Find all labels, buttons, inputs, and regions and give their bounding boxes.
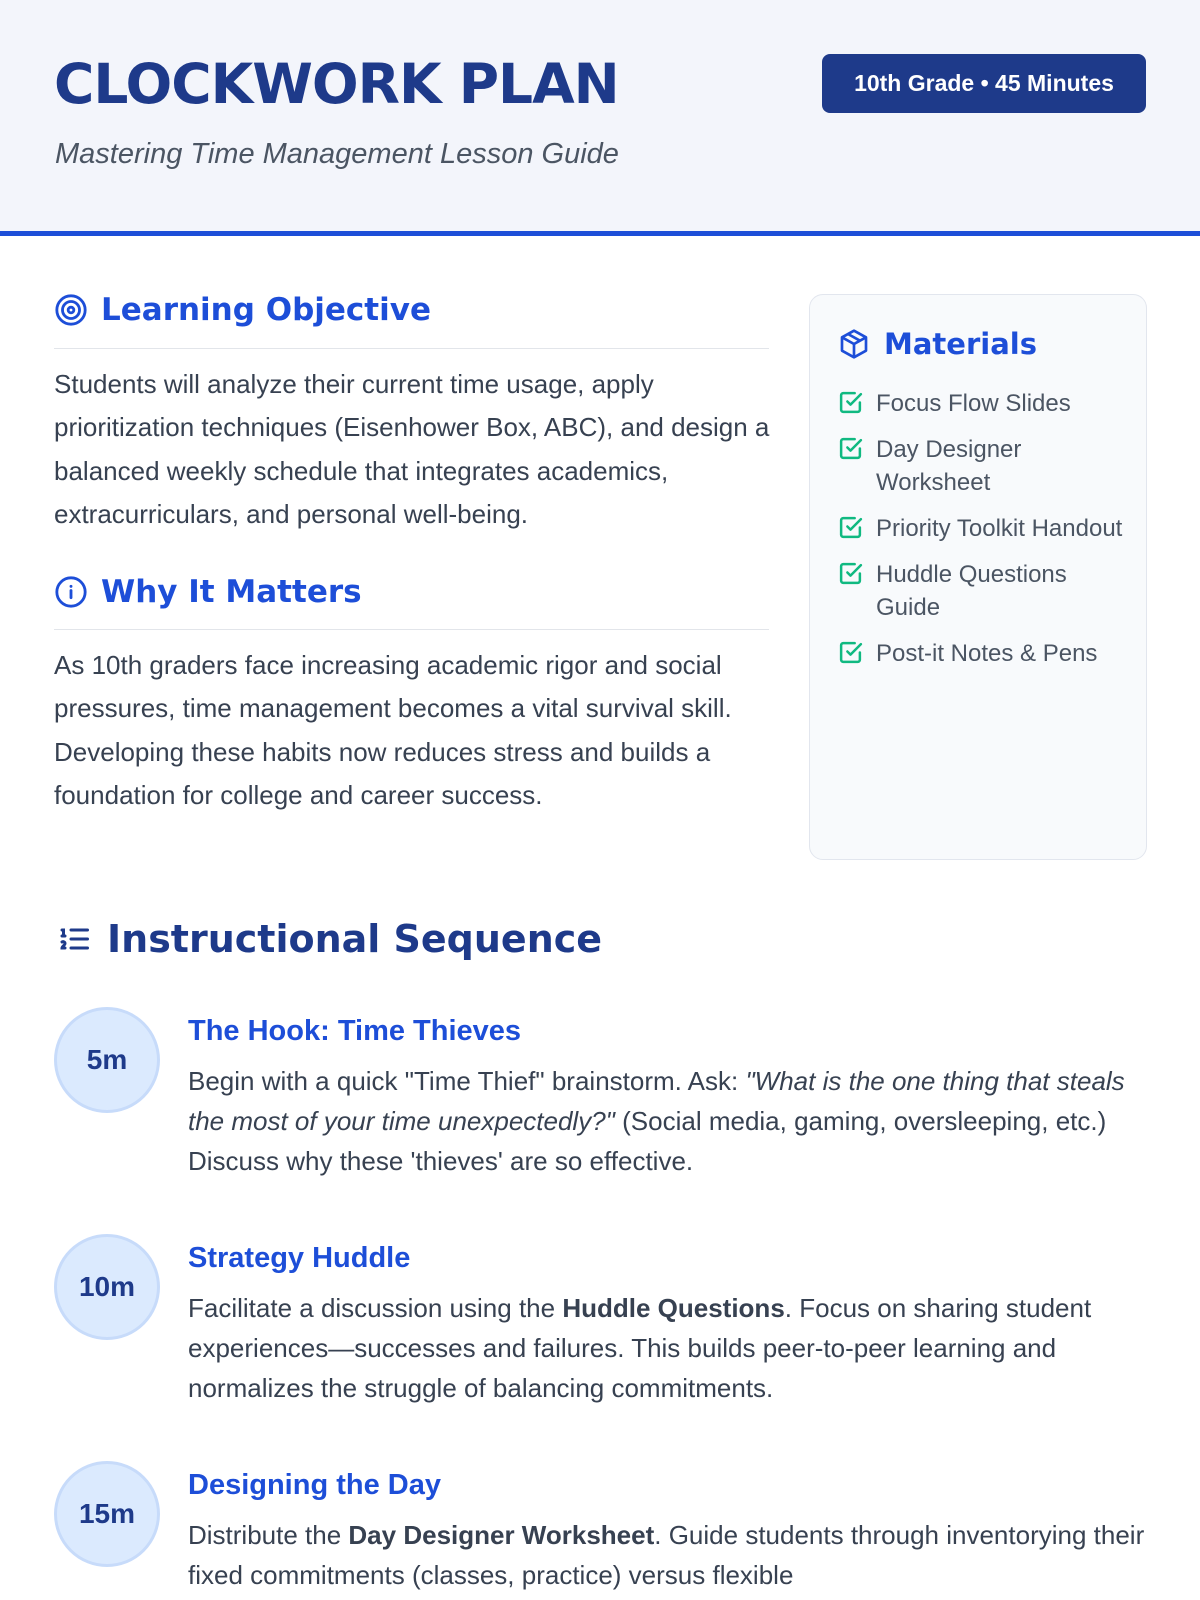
step-body-text: . Focus on sharing student experiences—successes and failures. This builds peer-to-peer learning and normalizes the struggle of balancing commitments. [188,1293,1092,1403]
ordered-list-icon [56,921,92,957]
info-circle-icon [54,575,88,609]
material-label: Day Designer Worksheet [876,436,1022,496]
step-body-text: (Social media, gaming, oversleeping, etc.) Discuss why these 'thieves' are so effective. [188,1106,1107,1176]
step-body-emphasis: Day Designer Worksheet [348,1520,655,1550]
material-label: Huddle Questions Guide [876,561,1067,621]
list-item [838,512,1128,545]
check-square-icon [838,561,863,586]
step-body [188,1061,1154,1181]
check-square-icon [838,515,863,540]
step-body-emphasis: "What is the one thing that steals the most of your time unexpectedly?" [188,1066,1125,1136]
materials-card [809,294,1147,860]
materials-heading-row [838,327,1037,361]
materials-heading: Materials [884,327,1037,361]
materials-list [838,387,1128,683]
step-body [188,1515,1154,1595]
target-icon [54,293,88,327]
material-label: Post-it Notes & Pens [876,640,1098,667]
grade-duration-badge: 10th Grade • 45 Minutes [822,54,1146,113]
page-title: CLOCKWORK PLAN [54,52,619,116]
box-icon [838,328,870,360]
list-item [838,433,1128,499]
material-label: Priority Toolkit Handout [876,515,1123,542]
sequence-heading-row [56,917,602,961]
step-body-text: Distribute the [188,1520,349,1550]
page-header [0,0,1200,236]
objective-heading: Learning Objective [101,292,431,328]
step-body-text: . Guide students through inventorying their fixed commitments (classes, practice) versus flexible [188,1520,1145,1590]
why-heading: Why It Matters [101,574,362,610]
why-heading-row [54,574,362,610]
sequence-heading: Instructional Sequence [107,917,603,961]
material-label: Focus Flow Slides [876,390,1071,417]
objective-divider [54,348,769,349]
step-title: The Hook: Time Thieves [188,1015,522,1047]
why-text: As 10th graders face increasing academic rigor and social pressures, time management becomes a vital survival skill. Developing these habits now reduces stress and builds a foundation for college and career success. [54,650,732,810]
step-body-emphasis: Huddle Questions [562,1293,785,1323]
objective-heading-row [54,292,431,328]
why-divider [54,629,769,630]
step-duration: 5m [54,1007,160,1113]
check-square-icon [838,390,863,415]
step-title: Designing the Day [188,1469,441,1501]
step-body-text: Facilitate a discussion using the [188,1293,563,1323]
list-item [838,387,1128,420]
step-body [188,1288,1154,1408]
step-body-text: Begin with a quick "Time Thief" brainstorm. Ask: [188,1066,746,1096]
list-item [838,558,1128,624]
step-duration: 10m [54,1234,160,1340]
check-square-icon [838,436,863,461]
objective-text: Students will analyze their current time usage, apply prioritization techniques (Eisenhower Box, ABC), and design a balanced weekly schedule that integrates academics, extracurriculars, and personal well-being. [54,369,770,529]
step-title: Strategy Huddle [188,1242,411,1274]
page-subtitle: Mastering Time Management Lesson Guide [55,138,619,170]
check-square-icon [838,640,863,665]
step-duration: 15m [54,1461,160,1567]
list-item [838,637,1128,670]
